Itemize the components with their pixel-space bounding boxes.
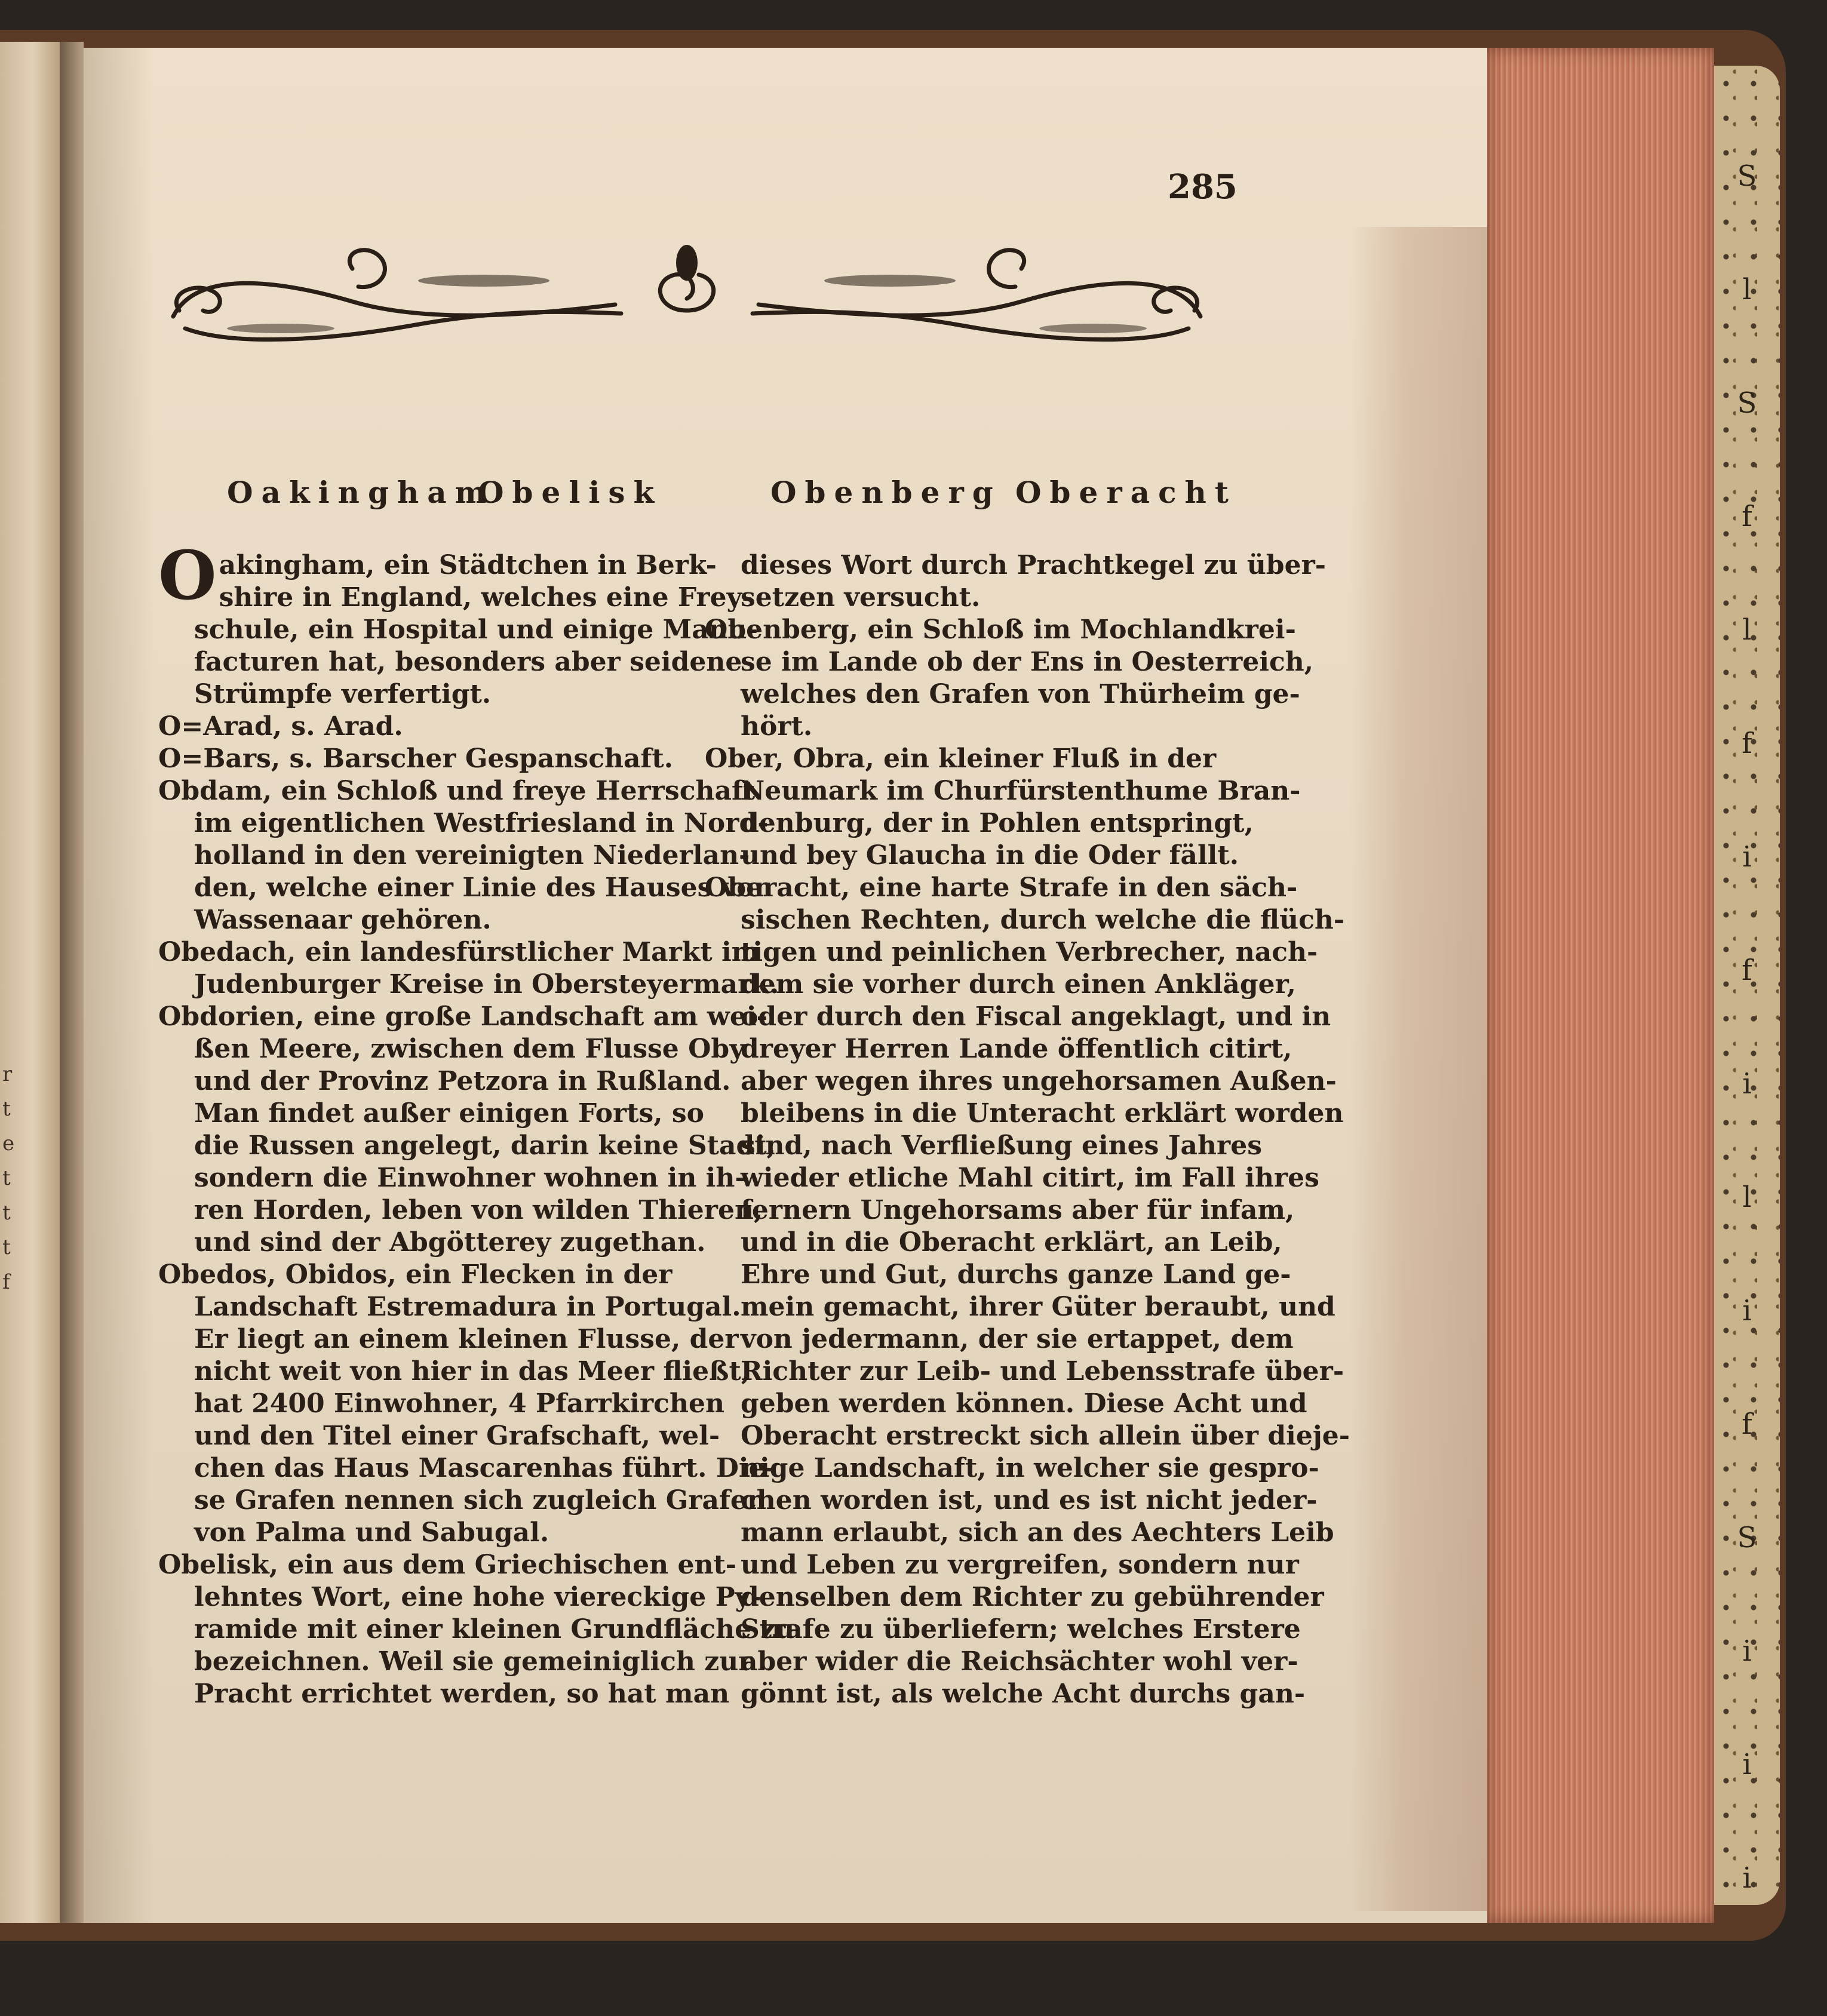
text-line-content: mann erlaubt, sich an des Aechters Leib (741, 1517, 1334, 1548)
text-line (158, 614, 758, 646)
text-line-content: dreyer Herren Lande öffentlich citirt, (741, 1034, 1292, 1064)
text-line (158, 872, 773, 904)
text-line-content: im eigentlichen Westfriesland in Nord- (194, 808, 769, 838)
text-line (705, 646, 1314, 678)
text-line-content: Wassenaar gehören. (194, 905, 492, 935)
text-line-content: Strafe zu überliefern; welches Erstere (741, 1614, 1301, 1645)
text-line (705, 1581, 1324, 1614)
edge-fragment: t (2, 1097, 11, 1121)
text-line (705, 1517, 1334, 1549)
text-line-content: facturen hat, besonders aber seidene (194, 647, 742, 677)
drop-cap: O (158, 537, 217, 615)
text-line (705, 582, 1278, 614)
text-line-content: Er liegt an einem kleinen Flusse, der (194, 1324, 739, 1354)
text-line (705, 614, 1296, 646)
text-line (705, 1130, 1278, 1162)
text-line (705, 807, 1278, 840)
text-line-content: Strümpfe verfertigt. (194, 679, 492, 709)
text-line-content: O=Arad, s. Arad. (158, 711, 403, 742)
text-line-content: chen worden ist, und es ist nicht jeder- (741, 1485, 1318, 1516)
text-line (158, 969, 779, 1001)
text-line-content: hat 2400 Einwohner, 4 Pfarrkirchen (194, 1388, 724, 1419)
text-line (158, 1452, 776, 1485)
text-line-content: ßen Meere, zwischen dem Flusse Oby (194, 1034, 745, 1064)
text-line-content: tigen und peinlichen Verbrecher, nach- (741, 937, 1318, 967)
text-line-content: Obdam, ein Schloß und freye Herrschaft (158, 776, 756, 806)
text-line-content: setzen versucht. (741, 582, 981, 613)
text-line (705, 1033, 1292, 1065)
decorative-ornament (161, 245, 1212, 346)
text-line-content: welches den Grafen von Thürheim ge- (741, 679, 1300, 709)
text-line (158, 1259, 708, 1291)
text-line (158, 678, 708, 711)
text-line (705, 743, 1278, 775)
text-line (705, 1194, 1295, 1227)
text-line (158, 1678, 730, 1710)
text-line-content: chen das Haus Mascarenhas führt. Die- (194, 1453, 776, 1483)
text-line (158, 1356, 751, 1388)
text-line-content: Richter zur Leib- und Lebensstrafe über- (741, 1356, 1344, 1387)
header-right-last: Oberacht (1015, 475, 1237, 510)
text-line-content: se im Lande ob der Ens in Oesterreich, (741, 647, 1314, 677)
text-line (705, 1420, 1350, 1452)
page-block-edges (1487, 48, 1714, 1923)
text-line (705, 904, 1345, 936)
marbled-mark: i (1742, 1067, 1752, 1101)
text-line (158, 1194, 763, 1227)
text-line (158, 840, 750, 872)
text-line-content: aber wegen ihres ungehorsamen Außen- (741, 1066, 1337, 1096)
text-line (705, 1356, 1344, 1388)
text-line (705, 711, 1278, 743)
text-line (705, 1098, 1344, 1130)
text-line-content: nige Landschaft, in welcher sie gespro- (741, 1453, 1319, 1483)
text-line (158, 1614, 795, 1646)
text-line (705, 1485, 1318, 1517)
text-line (158, 1549, 737, 1581)
text-line (158, 936, 760, 969)
text-line (158, 1388, 724, 1420)
text-line (705, 678, 1300, 711)
text-line (158, 1646, 753, 1678)
text-line (705, 1065, 1337, 1098)
text-line (158, 1130, 776, 1162)
text-line-content: Obelisk, ein aus dem Griechischen ent- (158, 1550, 737, 1580)
text-line-content: Obdorien, eine große Landschaft am wei- (158, 1001, 767, 1032)
text-line-content: holland in den vereinigten Niederlan- (194, 840, 750, 871)
text-line (705, 1162, 1319, 1194)
text-line (705, 936, 1318, 969)
header-right-first: Obenberg (770, 475, 1002, 510)
text-line (158, 904, 708, 936)
text-line-content: und sind der Abgötterey zugethan. (194, 1227, 706, 1258)
text-line (158, 582, 753, 614)
left-page-strip (0, 42, 60, 1923)
text-line (705, 1549, 1299, 1581)
text-line-content: bleibens in die Unteracht erklärt worden (741, 1098, 1344, 1129)
text-line (158, 1001, 767, 1033)
text-line-content: ren Horden, leben von wilden Thieren, (194, 1195, 763, 1225)
marbled-mark: l (1742, 613, 1752, 647)
text-line-content: shire in England, welches eine Frey- (219, 582, 753, 613)
text-line-content: Ober, Obra, ein kleiner Fluß in der (705, 743, 1217, 774)
marbled-mark: f (1742, 727, 1752, 760)
marbled-mark: S (1737, 386, 1757, 420)
marbled-mark: S (1737, 1521, 1757, 1554)
text-line (705, 1646, 1298, 1678)
text-line-content: nicht weit von hier in das Meer fließt, (194, 1356, 751, 1387)
text-line-content: von Palma und Sabugal. (194, 1517, 549, 1548)
text-line (705, 969, 1296, 1001)
text-line-content: sischen Rechten, durch welche die flüch- (741, 905, 1345, 935)
text-line-content: bezeichnen. Weil sie gemeiniglich zur (194, 1646, 753, 1677)
text-line-content: dieses Wort durch Prachtkegel zu über- (741, 550, 1327, 580)
text-line (705, 1291, 1335, 1323)
text-line-content: Judenburger Kreise in Obersteyermark. (194, 969, 779, 1000)
marbled-mark: l (1742, 273, 1752, 306)
text-line (158, 743, 708, 775)
text-line (705, 1259, 1291, 1291)
text-line (705, 1001, 1331, 1033)
text-line (158, 1517, 708, 1549)
text-line (705, 549, 1327, 582)
marbled-mark: S (1737, 159, 1757, 193)
text-line (705, 1323, 1294, 1356)
marbled-mark: i (1742, 1294, 1752, 1327)
text-line (158, 1420, 720, 1452)
text-line-content: Neumark im Churfürstenthume Bran- (741, 776, 1301, 806)
text-line (158, 1162, 746, 1194)
marbled-mark: i (1742, 1748, 1752, 1781)
edge-fragment: f (2, 1270, 10, 1294)
text-line-content: oder durch den Fiscal angeklagt, und in (741, 1001, 1331, 1032)
marbled-mark: l (1742, 1181, 1752, 1214)
right-text-column (705, 549, 1350, 1710)
text-line-content: und der Provinz Petzora in Rußland. (194, 1066, 731, 1096)
text-line (705, 872, 1298, 904)
marbled-mark: i (1742, 1861, 1752, 1895)
text-line-content: und bey Glaucha in die Oder fällt. (741, 840, 1239, 871)
text-line (705, 775, 1301, 807)
text-line-content: und den Titel einer Grafschaft, wel- (194, 1421, 720, 1451)
text-line (705, 1452, 1319, 1485)
edge-fragment: t (2, 1166, 11, 1190)
text-line-content: sind, nach Verfließung eines Jahres (741, 1130, 1262, 1161)
text-line (705, 1678, 1306, 1710)
text-line (158, 1291, 741, 1323)
edge-fragment: r (2, 1062, 13, 1086)
text-line-content: Ehre und Gut, durchs ganze Land ge- (741, 1259, 1291, 1290)
text-line-content: schule, ein Hospital und einige Manu- (194, 614, 758, 645)
page-number: 285 (1168, 167, 1238, 207)
left-page-edge-text (2, 1057, 14, 1299)
text-line-content: lehntes Wort, eine hohe viereckige Py- (194, 1582, 761, 1612)
text-line-content: mein gemacht, ihrer Güter beraubt, und (741, 1292, 1335, 1322)
text-line-content: Obedos, Obidos, ein Flecken in der (158, 1259, 673, 1290)
text-line-content: fernern Ungehorsams aber für infam, (741, 1195, 1295, 1225)
text-line-content: und Leben zu vergreifen, sondern nur (741, 1550, 1299, 1580)
text-line (158, 775, 756, 807)
text-line-content: Oberacht, eine harte Strafe in den säch- (705, 872, 1298, 903)
text-line-content: Obedach, ein landesfürstlicher Markt im (158, 937, 760, 967)
marbled-mark: i (1742, 840, 1752, 874)
text-line-content: Pracht errichtet werden, so hat man (194, 1679, 730, 1709)
text-line-content: von jedermann, der sie ertappet, dem (741, 1324, 1294, 1354)
edge-fragment: t (2, 1201, 11, 1225)
text-line (705, 1614, 1301, 1646)
text-line (705, 1388, 1307, 1420)
text-line-content: sondern die Einwohner wohnen in ih- (194, 1163, 746, 1193)
text-line-content: dem sie vorher durch einen Ankläger, (741, 969, 1296, 1000)
text-line-content: Man findet außer einigen Forts, so (194, 1098, 705, 1129)
text-line-content: Obenberg, ein Schloß im Mochlandkrei- (705, 614, 1296, 645)
marbled-mark: f (1742, 954, 1752, 987)
text-line (158, 1098, 708, 1130)
marbled-mark: f (1742, 1407, 1752, 1441)
text-line-content: ramide mit einer kleinen Grundfläche zu (194, 1614, 795, 1645)
marbled-mark: f (1742, 500, 1752, 533)
text-line (158, 646, 742, 678)
text-line-content: gönnt ist, als welche Acht durchs gan- (741, 1679, 1306, 1709)
text-line-content: se Grafen nennen sich zugleich Grafen (194, 1485, 766, 1516)
text-line-content: aber wider die Reichsächter wohl ver- (741, 1646, 1298, 1677)
text-line (158, 807, 769, 840)
text-line (158, 1065, 731, 1098)
text-line (158, 1227, 708, 1259)
text-line-content: geben werden können. Diese Acht und (741, 1388, 1307, 1419)
header-left-first: Oakingham (227, 475, 495, 510)
text-line-content: Oberacht erstreckt sich allein über dieje- (741, 1421, 1350, 1451)
text-line (158, 1323, 739, 1356)
page-stain (1350, 227, 1487, 1911)
text-line-content: und in die Oberacht erklärt, an Leib, (741, 1227, 1282, 1258)
text-line-content: denselben dem Richter zu gebührender (741, 1582, 1324, 1612)
text-line (158, 711, 708, 743)
text-line-content: denburg, der in Pohlen entspringt, (741, 808, 1254, 838)
text-line-content: akingham, ein Städtchen in Berk- (219, 550, 717, 580)
text-line (705, 1227, 1282, 1259)
edge-fragment: e (2, 1132, 15, 1155)
marbled-edge-marks (1720, 119, 1774, 1935)
text-line-content: den, welche einer Linie des Hauses von (194, 872, 773, 903)
text-line (158, 1485, 766, 1517)
text-line-content: hört. (741, 711, 813, 742)
text-line-content: O=Bars, s. Barscher Gespanschaft. (158, 743, 674, 774)
text-line-content: wieder etliche Mahl citirt, im Fall ihres (741, 1163, 1319, 1193)
text-line-content: die Russen angelegt, darin keine Stadt, (194, 1130, 776, 1161)
text-line (705, 840, 1278, 872)
text-line (158, 1581, 761, 1614)
marbled-mark: i (1742, 1634, 1752, 1668)
text-line-content: Landschaft Estremadura in Portugal. (194, 1292, 741, 1322)
header-left-last: Obelisk (478, 475, 663, 510)
text-line (158, 1033, 745, 1065)
book-gutter (60, 42, 84, 1923)
edge-fragment: t (2, 1236, 11, 1259)
